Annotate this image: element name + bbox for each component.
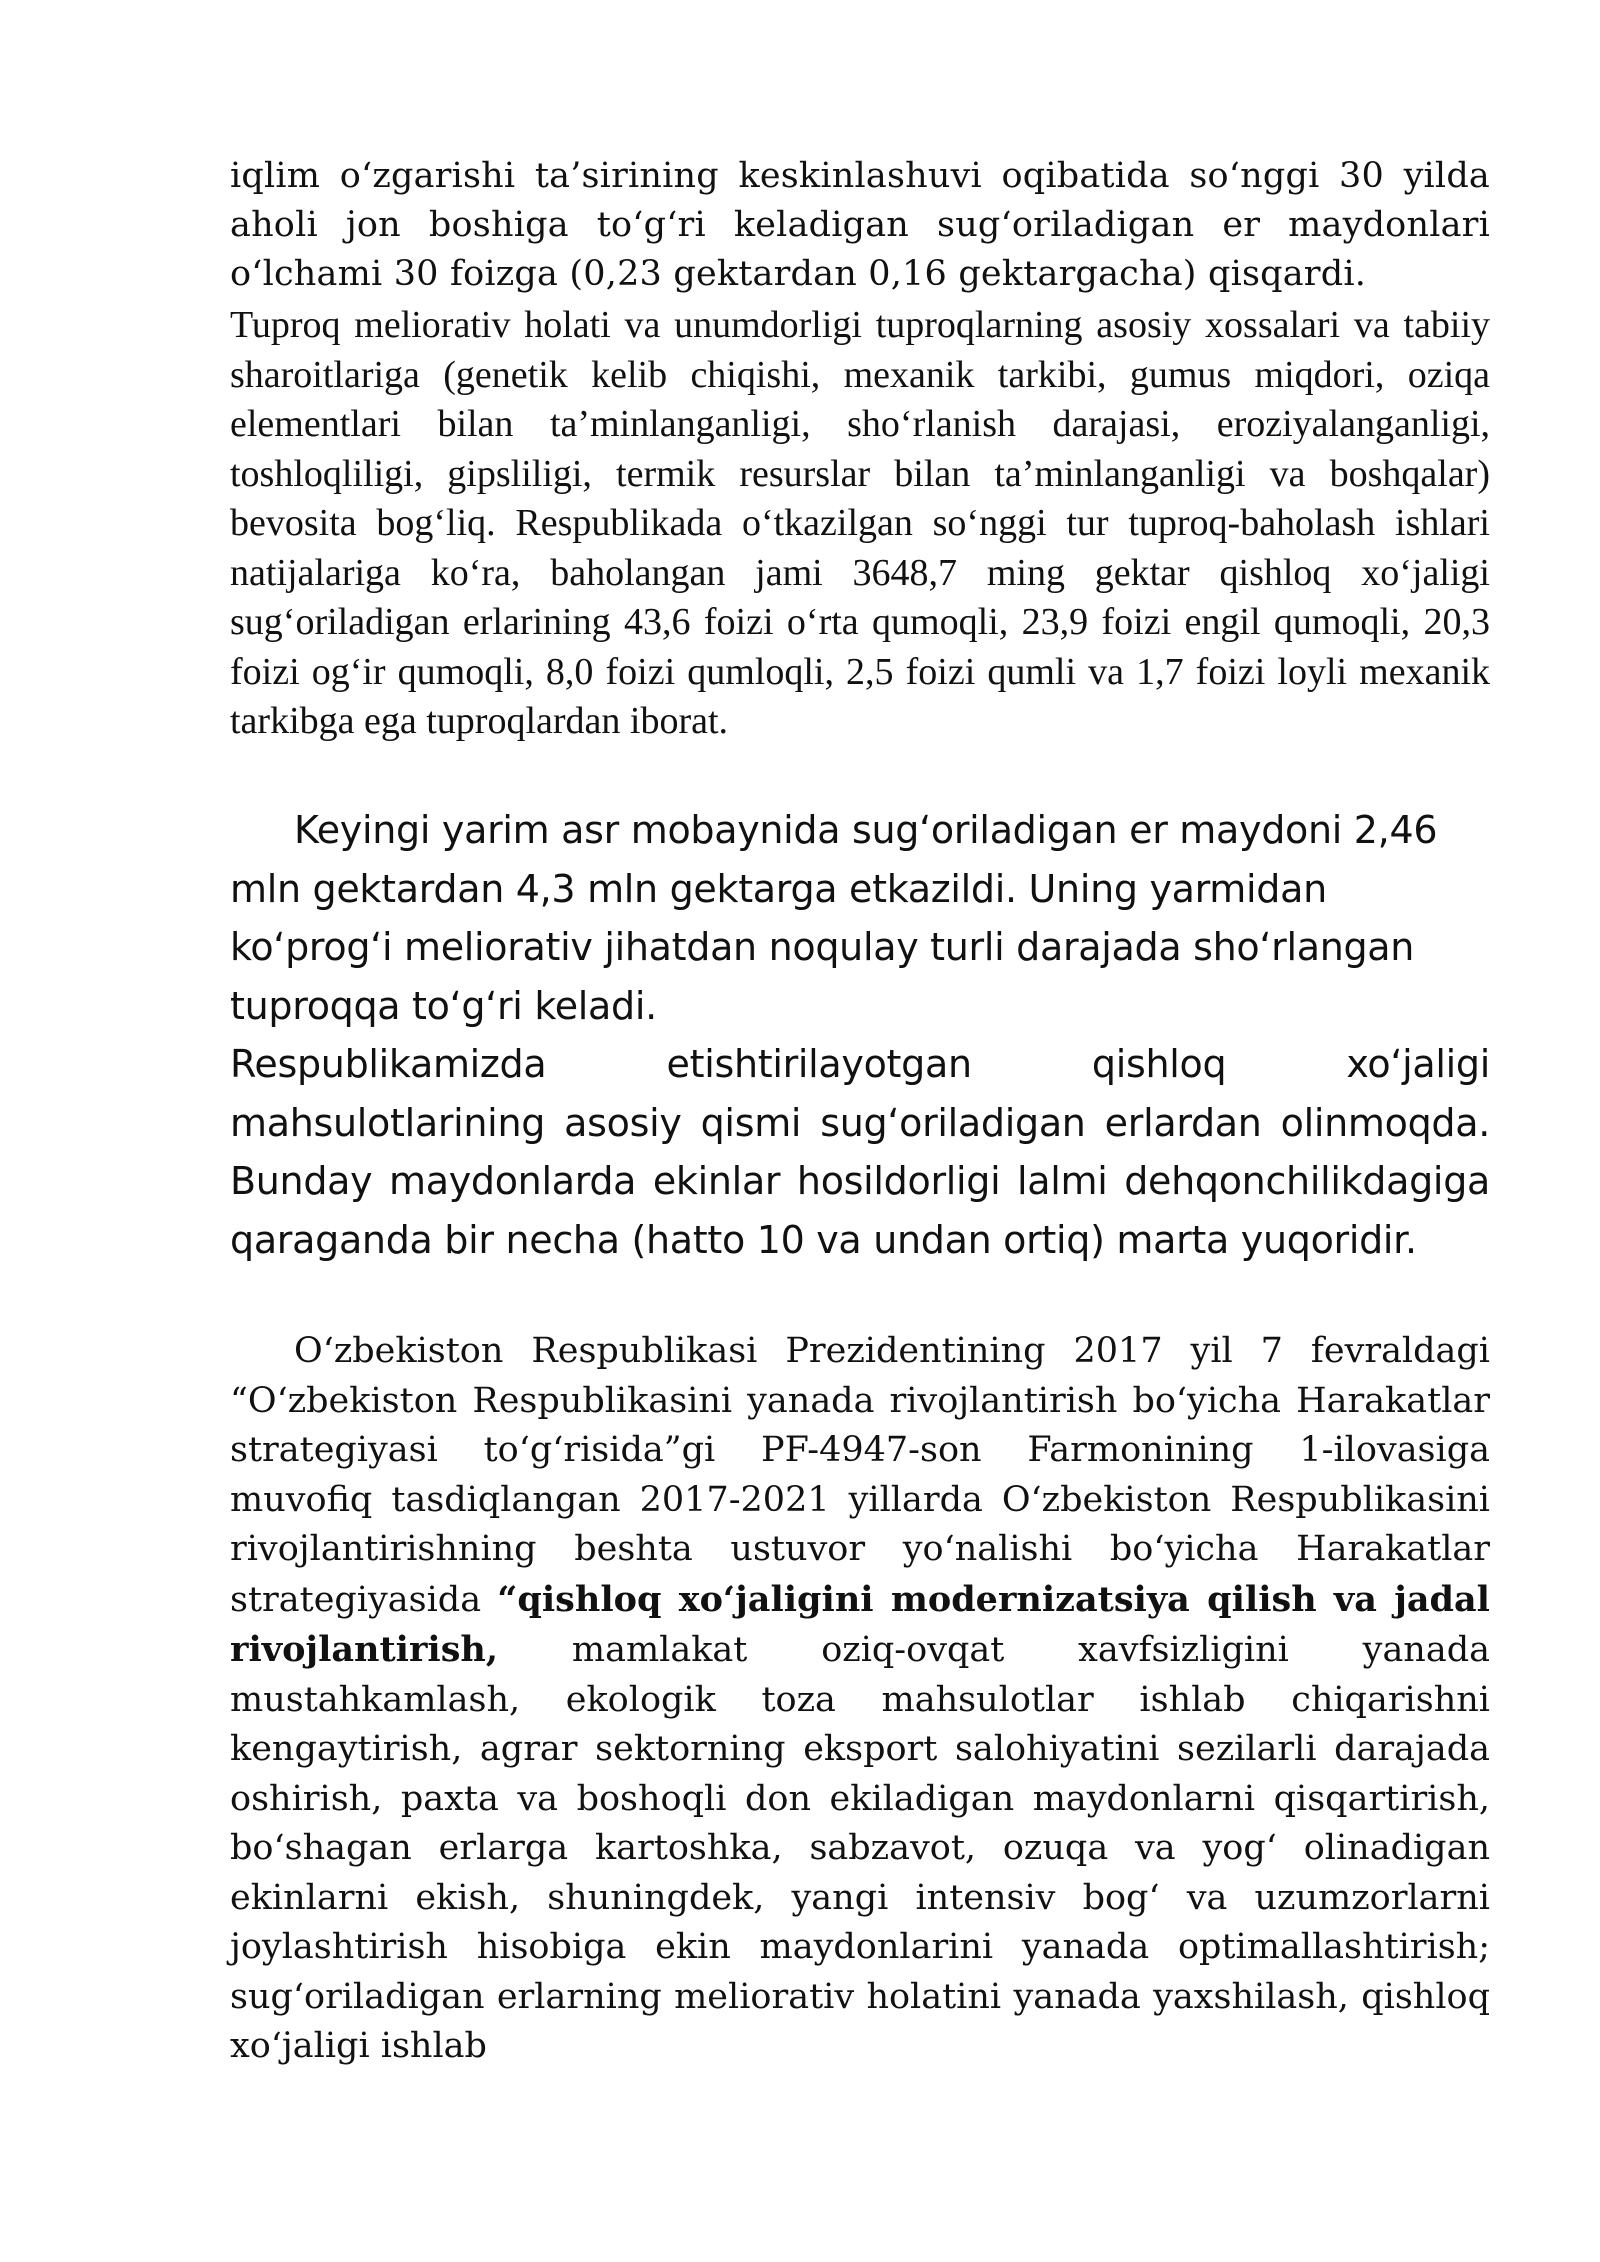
- paragraph-climate-impact: iqlim o‘zgarishi ta’sirining keskinlashuvi oqibatida so‘nggi 30 yilda aholi jon boshiga to‘g‘ri keladigan sug‘oriladigan er maydonlari o‘lchami 30 foizga (0,23 gektardan 0,16 gektargacha) qisqardi.: [230, 156, 1490, 294]
- action-strategy-bold-phrase: “qishloq xo‘jaligini modernizatsiya qilish va jadal rivojlantirish,: [230, 1578, 1490, 1670]
- action-strategy-text-end: mamlakat oziq-ovqat xavfsizligini yanada mustahkamlash, ekologik toza mahsulotlar ishlab chiqarishni kengaytirish, agrar sektorning eksport salohiyatini sezilarli darajada oshirish, paxta va boshoqli don ekiladigan maydonlarni qisqartirish, bo‘shagan erlarga kartoshka, sabzavot, ozuqa va yog‘ olinadigan ekinlarni ekish, shuningdek, yangi intensiv bog‘ va uzumzorlarni joylashtirish hisobiga ekin maydonlarini yanada optimallashtirish; sug‘oriladigan erlarning meliorativ holatini yanada yaxshilash, qishloq xo‘jaligi ishlab: [230, 1630, 1490, 2066]
- paragraph-agricultural-products: Respublikamizda etishtirilayotgan qishloq xo‘jaligi mahsulotlarining asosiy qismi sug‘oriladigan erlardan olinmoqda. Bunday maydonlarda ekinlar hosildorligi lalmi dehqonchilikdagiga qaraganda bir necha (hatto 10 va undan ortiq) marta yuqoridir.: [230, 1042, 1490, 1262]
- paragraph-action-strategy: [230, 1327, 1490, 2072]
- paragraph-soil-condition: Tuproq meliorativ holati va unumdorligi tuproqlarning asosiy xossalari va tabiiy sharoitlariga (genetik kelib chiqishi, mexanik tarkibi, gumus miqdori, oziqa elementlari bilan ta’minlanganligi, sho‘rlanish darajasi, eroziyalanganligi, toshloqliligi, gipsliligi, termik resurslar bilan ta’minlanganligi va boshqalar) bevosita bog‘liq. Respublikada o‘tkazilgan so‘nggi tur tuproq-baholash ishlari natijalariga ko‘ra, baholangan jami 3648,7 ming gektar qishloq xo‘jaligi sug‘oriladigan erlarining 43,6 foizi o‘rta qumoqli, 23,9 foizi engil qumoqli, 20,3 foizi og‘ir qumoqli, 8,0 foizi qumloqli, 2,5 foizi qumli va 1,7 foizi loyli mexanik tarkibga ega tuproqlardan iborat.: [230, 304, 1490, 742]
- action-strategy-text-start: O‘zbekiston Respublikasi Prezidentining 2017 yil 7 fevraldagi “O‘zbekiston Respublikasini yanada rivojlantirish bo‘yicha Harakatlar strategiyasi to‘g‘risida”gi PF-4947-son Farmonining 1-ilovasiga muvofiq tasdiqlangan 2017-2021 yillarda O‘zbekiston Respublikasini rivojlantirishning beshta ustuvor yo‘nalishi bo‘yicha Harakatlar strategiyasida: [230, 1331, 1490, 1620]
- paragraph-irrigated-area: Keyingi yarim asr mobaynida sug‘oriladigan er maydoni 2,46 mln gektardan 4,3 mln gektarga etkazildi. Uning yarmidan ko‘prog‘i meliorativ jihatdan noqulay turli darajada sho‘rlangan tuproqqa to‘g‘ri keladi.: [230, 808, 1438, 1028]
